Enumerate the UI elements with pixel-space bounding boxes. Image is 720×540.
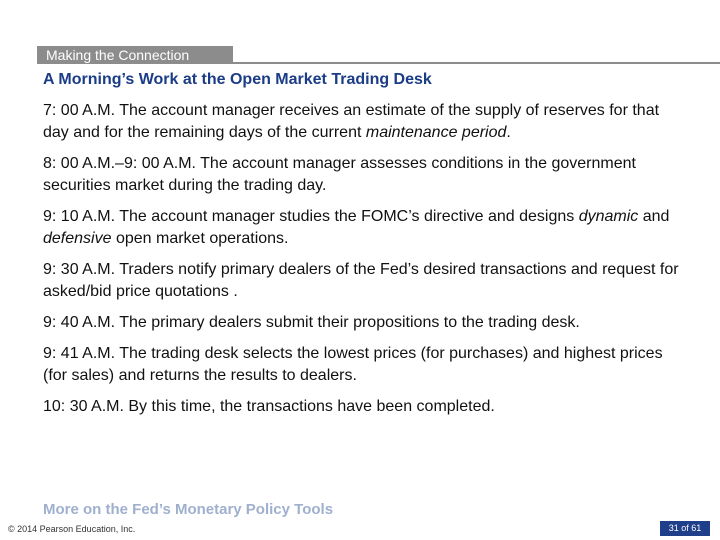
- tag-underline: [233, 62, 720, 64]
- entry-text-end: .: [506, 124, 511, 141]
- page-number-badge: 31 of 61: [660, 521, 710, 536]
- entry-time: 9: 41 A.M.: [43, 345, 116, 362]
- timeline-entry-0930: [43, 259, 688, 303]
- entry-time: 7: 00 A.M.: [43, 102, 116, 119]
- entry-time: 8: 00 A.M.–9: 00 A.M.: [43, 155, 196, 172]
- timeline-entry-1030: [43, 396, 688, 418]
- slide-title: A Morning’s Work at the Open Market Trading Desk: [43, 71, 432, 88]
- section-tag: Making the Connection: [37, 46, 233, 64]
- copyright-notice: © 2014 Pearson Education, Inc.: [8, 524, 136, 534]
- entry-time: 9: 30 A.M.: [43, 261, 116, 278]
- entry-text: The primary dealers submit their propositions to the trading desk.: [115, 314, 580, 331]
- timeline-entry-0940: [43, 312, 688, 334]
- entry-text: The account manager assesses conditions in the government securities market during the trading day.: [43, 155, 636, 194]
- timeline-entry-0910: [43, 206, 688, 250]
- entry-text: The account manager studies the FOMC’s directive and designs: [115, 208, 579, 225]
- entry-emphasis: maintenance period: [365, 124, 507, 141]
- entry-text-end: open market operations.: [111, 230, 289, 247]
- more-on-fed-tools-link[interactable]: More on the Fed’s Monetary Policy Tools: [43, 501, 334, 518]
- entry-time: 10: 30 A.M.: [43, 398, 124, 415]
- entry-text: The trading desk selects the lowest prices (for purchases) and highest prices (for sales) and returns the results to dealers.: [43, 345, 663, 384]
- timeline-entry-0941: [43, 343, 688, 387]
- entry-text: The account manager receives an estimate of the supply of reserves for that day and for the remaining days of the current: [43, 102, 660, 141]
- timeline-list: [43, 100, 688, 427]
- entry-emphasis-defensive: defensive: [43, 230, 112, 247]
- section-tag-bar: [37, 46, 720, 64]
- timeline-entry-0800: [43, 153, 688, 197]
- entry-time: 9: 10 A.M.: [43, 208, 116, 225]
- entry-time: 9: 40 A.M.: [43, 314, 116, 331]
- entry-text: By this time, the transactions have been completed.: [123, 398, 495, 415]
- entry-text: Traders notify primary dealers of the Fed’s desired transactions and request for asked/bid price quotations .: [43, 261, 679, 300]
- timeline-entry-0700: [43, 100, 688, 144]
- entry-emphasis-dynamic: dynamic: [578, 208, 639, 225]
- entry-text-mid: and: [638, 208, 670, 225]
